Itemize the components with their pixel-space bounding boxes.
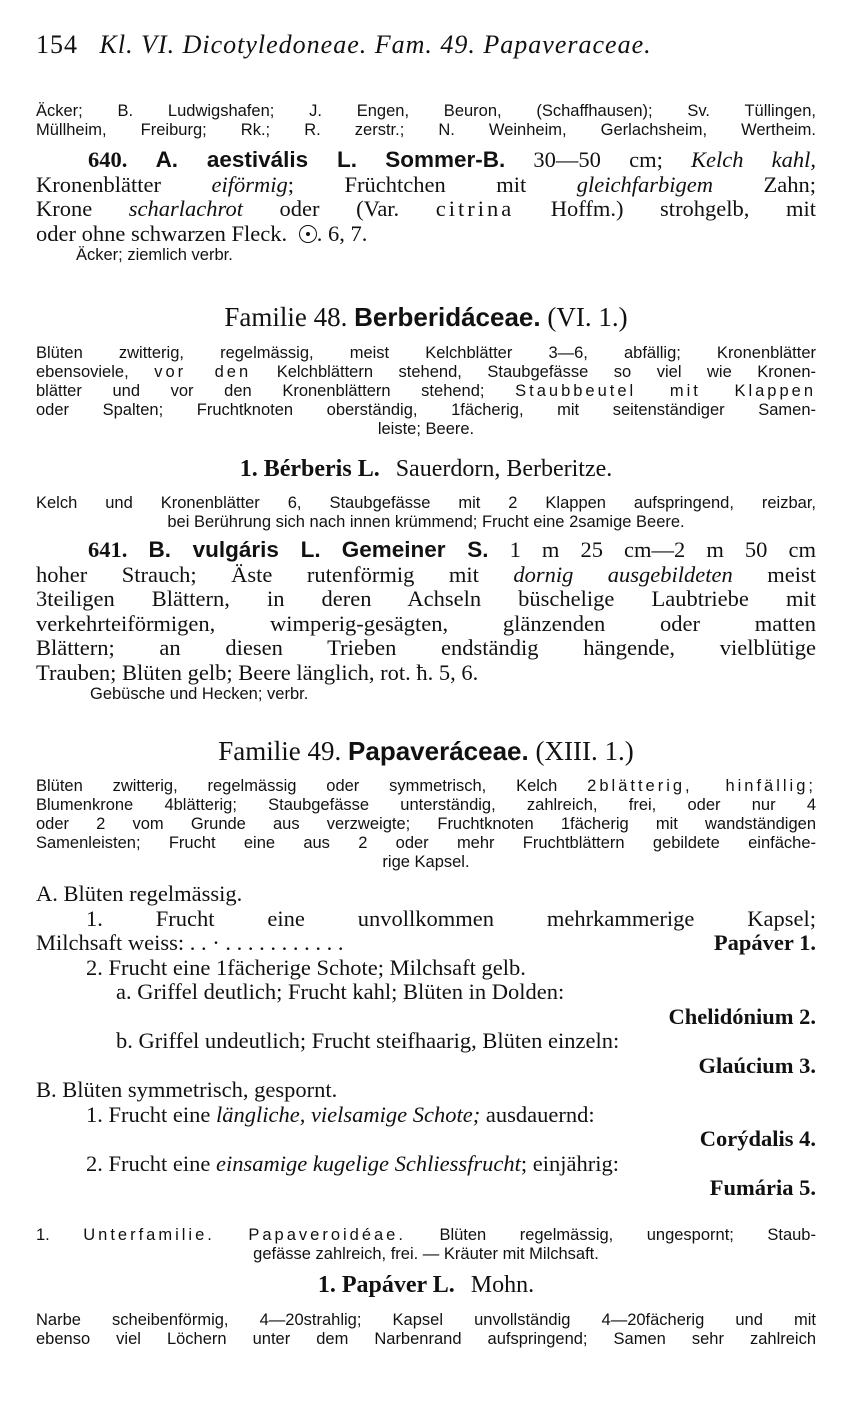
- text-span: vor den: [154, 363, 252, 381]
- family-class: (XIII. 1.): [535, 736, 634, 766]
- annual-symbol-icon: [299, 225, 317, 243]
- text-line: Müllheim, Freiburg; Rk.; R. zerstr.; N. Weinheim, Gerlachsheim, Wertheim.: [36, 121, 816, 139]
- text-span: eiförmig: [211, 171, 288, 197]
- running-title: Kl. VI. Dicotyledoneae. Fam. 49. Papaveraceae.: [99, 30, 652, 59]
- text-line: [36, 173, 816, 198]
- common-name: Gemeiner S.: [341, 537, 489, 562]
- text-span: 2blätterig, hinfällig;: [587, 777, 816, 795]
- text-line: [36, 197, 816, 222]
- text-line: [36, 1226, 816, 1245]
- genus-heading-berberis: [36, 456, 816, 483]
- text-span: blätter und vor den Kronenblättern stehend;: [36, 382, 485, 400]
- text-line: [36, 777, 816, 796]
- text-line: Gebüsche und Hecken; verbr.: [90, 685, 309, 703]
- text-line: Blättern; an diesen Trieben endständig hängende, vielblütige: [36, 635, 816, 660]
- subfamily-description: [36, 1226, 816, 1264]
- text-line: [36, 148, 816, 173]
- text-span: . 6, 7.: [316, 220, 368, 246]
- text-span: oder ohne schwarzen Fleck.: [36, 220, 288, 246]
- text-span: oder (Var.: [279, 196, 400, 221]
- genus-name: Bérberis L.: [263, 456, 380, 482]
- key-target: Glaúcium 3.: [698, 1052, 816, 1078]
- text-line: [36, 363, 816, 382]
- species-entry-640: [36, 148, 816, 265]
- genus-description-papaver: [36, 1311, 816, 1349]
- text-span: scharlachrot: [128, 196, 243, 221]
- family-description-49: [36, 777, 816, 872]
- genus-name: Papáver L.: [341, 1272, 455, 1298]
- entry-number: 640.: [88, 147, 128, 172]
- family-prefix: Familie 48.: [224, 302, 348, 332]
- common-name: Sommer-B.: [385, 147, 506, 172]
- text-line: [36, 382, 816, 401]
- text-line: bei Berührung sich nach innen krümmend; Frucht eine 2samige Beere.: [167, 513, 685, 531]
- text-span: gleichfarbigem: [576, 171, 714, 197]
- key-line: [36, 1152, 816, 1177]
- key-line: [36, 1103, 816, 1128]
- text-span: längliche, vielsamige Schote;: [215, 1101, 481, 1127]
- text-span: ; einjährig:: [520, 1150, 620, 1176]
- text-line: gefässe zahlreich, frei. — Kräuter mit Milchsaft.: [253, 1245, 599, 1263]
- text-span: Krone: [36, 196, 93, 221]
- text-span: hoher Strauch; Äste rutenförmig mit: [36, 561, 479, 587]
- species-name: A. aestivális L.: [155, 147, 357, 172]
- text-span: dornig ausgebildeten: [513, 561, 733, 587]
- text-span: ausdauernd:: [485, 1101, 595, 1127]
- text-line: verkehrteiförmigen, wimperig-gesägten, glänzenden oder matten: [36, 610, 816, 636]
- text-span: Milchsaft weiss: . . · . . . . . . . . . . .: [36, 930, 344, 955]
- species-name: B. vulgáris L.: [148, 537, 321, 562]
- text-line: Blumenkrone 4blätterig; Staubgefässe unterständig, zahlreich, frei, oder nur 4: [36, 796, 816, 814]
- text-span: Blüten regelmässig, ungespornt; Staub-: [439, 1226, 816, 1244]
- family-class: (VI. 1.): [547, 302, 628, 332]
- key-line: 1. Frucht eine unvollkommen mehrkammerige Kapsel;: [86, 905, 816, 931]
- text-line: oder Spalten; Fruchtknoten oberständig, 1fächerig, mit seitenständiger Samen-: [36, 401, 816, 419]
- family-name: Berberidáceae.: [354, 302, 541, 332]
- genus-common-name: Mohn.: [470, 1272, 535, 1298]
- text-line: [36, 538, 816, 563]
- family-description-48: [36, 344, 816, 439]
- text-span: Unterfamilie.: [83, 1226, 215, 1244]
- text-span: 30—50 cm;: [533, 147, 663, 172]
- text-span: 1.: [36, 1226, 50, 1244]
- text-span: 2. Frucht eine: [86, 1150, 211, 1176]
- family-heading-48: [36, 302, 816, 333]
- text-line: Äcker; B. Ludwigshafen; J. Engen, Beuron, (Schaffhausen); Sv. Tüllingen,: [36, 102, 816, 120]
- text-line: Samenleisten; Frucht eine aus 2 oder mehr Fruchtblättern gebildete einfäche-: [36, 834, 816, 852]
- genus-key: [36, 882, 816, 1201]
- family-heading-49: [36, 736, 816, 767]
- key-target: Fumária 5.: [709, 1175, 816, 1200]
- key-line: A. Blüten regelmässig.: [36, 881, 243, 906]
- key-target: Papáver 1.: [713, 930, 816, 955]
- text-span: meist: [767, 561, 816, 587]
- genus-heading-papaver: [36, 1272, 816, 1299]
- genus-description-berberis: [36, 494, 816, 532]
- family-name: Papaveráceae.: [348, 736, 529, 766]
- text-line: oder 2 vom Grunde aus verzweigte; Fruchtknoten 1fächerig mit wandständigen: [36, 815, 816, 833]
- key-line: 2. Frucht eine 1fächerige Schote; Milchsaft gelb.: [86, 954, 526, 980]
- key-line: a. Griffel deutlich; Frucht kahl; Blüten in Dolden:: [116, 979, 565, 1004]
- text-span: 1 m 25 cm—2 m 50 cm: [509, 537, 816, 562]
- text-line: Äcker; ziemlich verbr.: [76, 246, 233, 264]
- species-entry-641: [36, 538, 816, 704]
- text-line: rige Kapsel.: [382, 853, 470, 871]
- text-span: ebensoviele,: [36, 363, 129, 381]
- text-span: Kelch kahl,: [691, 147, 817, 172]
- key-line: b. Griffel undeutlich; Frucht steifhaarig, Blüten einzeln:: [116, 1028, 620, 1053]
- text-line: 3teiligen Blättern, in deren Achseln büschelige Laubtriebe mit: [36, 586, 816, 611]
- text-span: Kronenblätter: [36, 171, 161, 197]
- text-span: Blüten zwitterig, regelmässig oder symmetrisch, Kelch: [36, 777, 558, 795]
- text-line: Narbe scheibenförmig, 4—20strahlig; Kapsel unvollständig 4—20fächerig und mit: [36, 1311, 816, 1329]
- text-span: Zahn;: [763, 171, 817, 197]
- page-number: 154: [36, 30, 78, 59]
- genus-number: 1.: [317, 1272, 336, 1298]
- text-line: [36, 563, 816, 588]
- key-line: [36, 931, 816, 956]
- text-span: Papaveroidéae.: [248, 1226, 406, 1244]
- localities-block: [36, 102, 816, 140]
- text-span: Hoffm.) strohgelb, mit: [550, 196, 816, 221]
- key-target: Corýdalis 4.: [699, 1126, 816, 1151]
- key-line: B. Blüten symmetrisch, gespornt.: [36, 1077, 338, 1102]
- text-span: Kelchblättern stehend, Staubgefässe so viel wie Kronen-: [276, 363, 816, 381]
- text-line: Blüten zwitterig, regelmässig, meist Kelchblätter 3—6, abfällig; Kronenblätter: [36, 344, 816, 362]
- key-target: Chelidónium 2.: [668, 1003, 816, 1029]
- text-line: [36, 222, 816, 247]
- running-header: [36, 30, 652, 60]
- text-span: ; Früchtchen mit: [287, 171, 527, 197]
- text-span: 1. Frucht eine: [86, 1101, 211, 1127]
- text-span: citrina: [435, 196, 515, 221]
- text-line: Kelch und Kronenblätter 6, Staubgefässe mit 2 Klappen aufspringend, reizbar,: [36, 494, 816, 512]
- text-line: leiste; Beere.: [377, 420, 475, 438]
- text-line: Trauben; Blüten gelb; Beere länglich, rot. ħ. 5, 6.: [36, 659, 479, 685]
- text-span: einsamige kugelige Schliessfrucht: [215, 1150, 521, 1176]
- family-prefix: Familie 49.: [218, 736, 342, 766]
- text-line: ebenso viel Löchern unter dem Narbenrand aufspringend; Samen sehr zahlreich: [36, 1330, 816, 1348]
- genus-common-name: Sauerdorn, Berberitze.: [395, 456, 613, 482]
- entry-number: 641.: [88, 537, 128, 562]
- genus-number: 1.: [239, 456, 258, 482]
- text-span: Staubbeutel mit Klappen: [515, 382, 816, 400]
